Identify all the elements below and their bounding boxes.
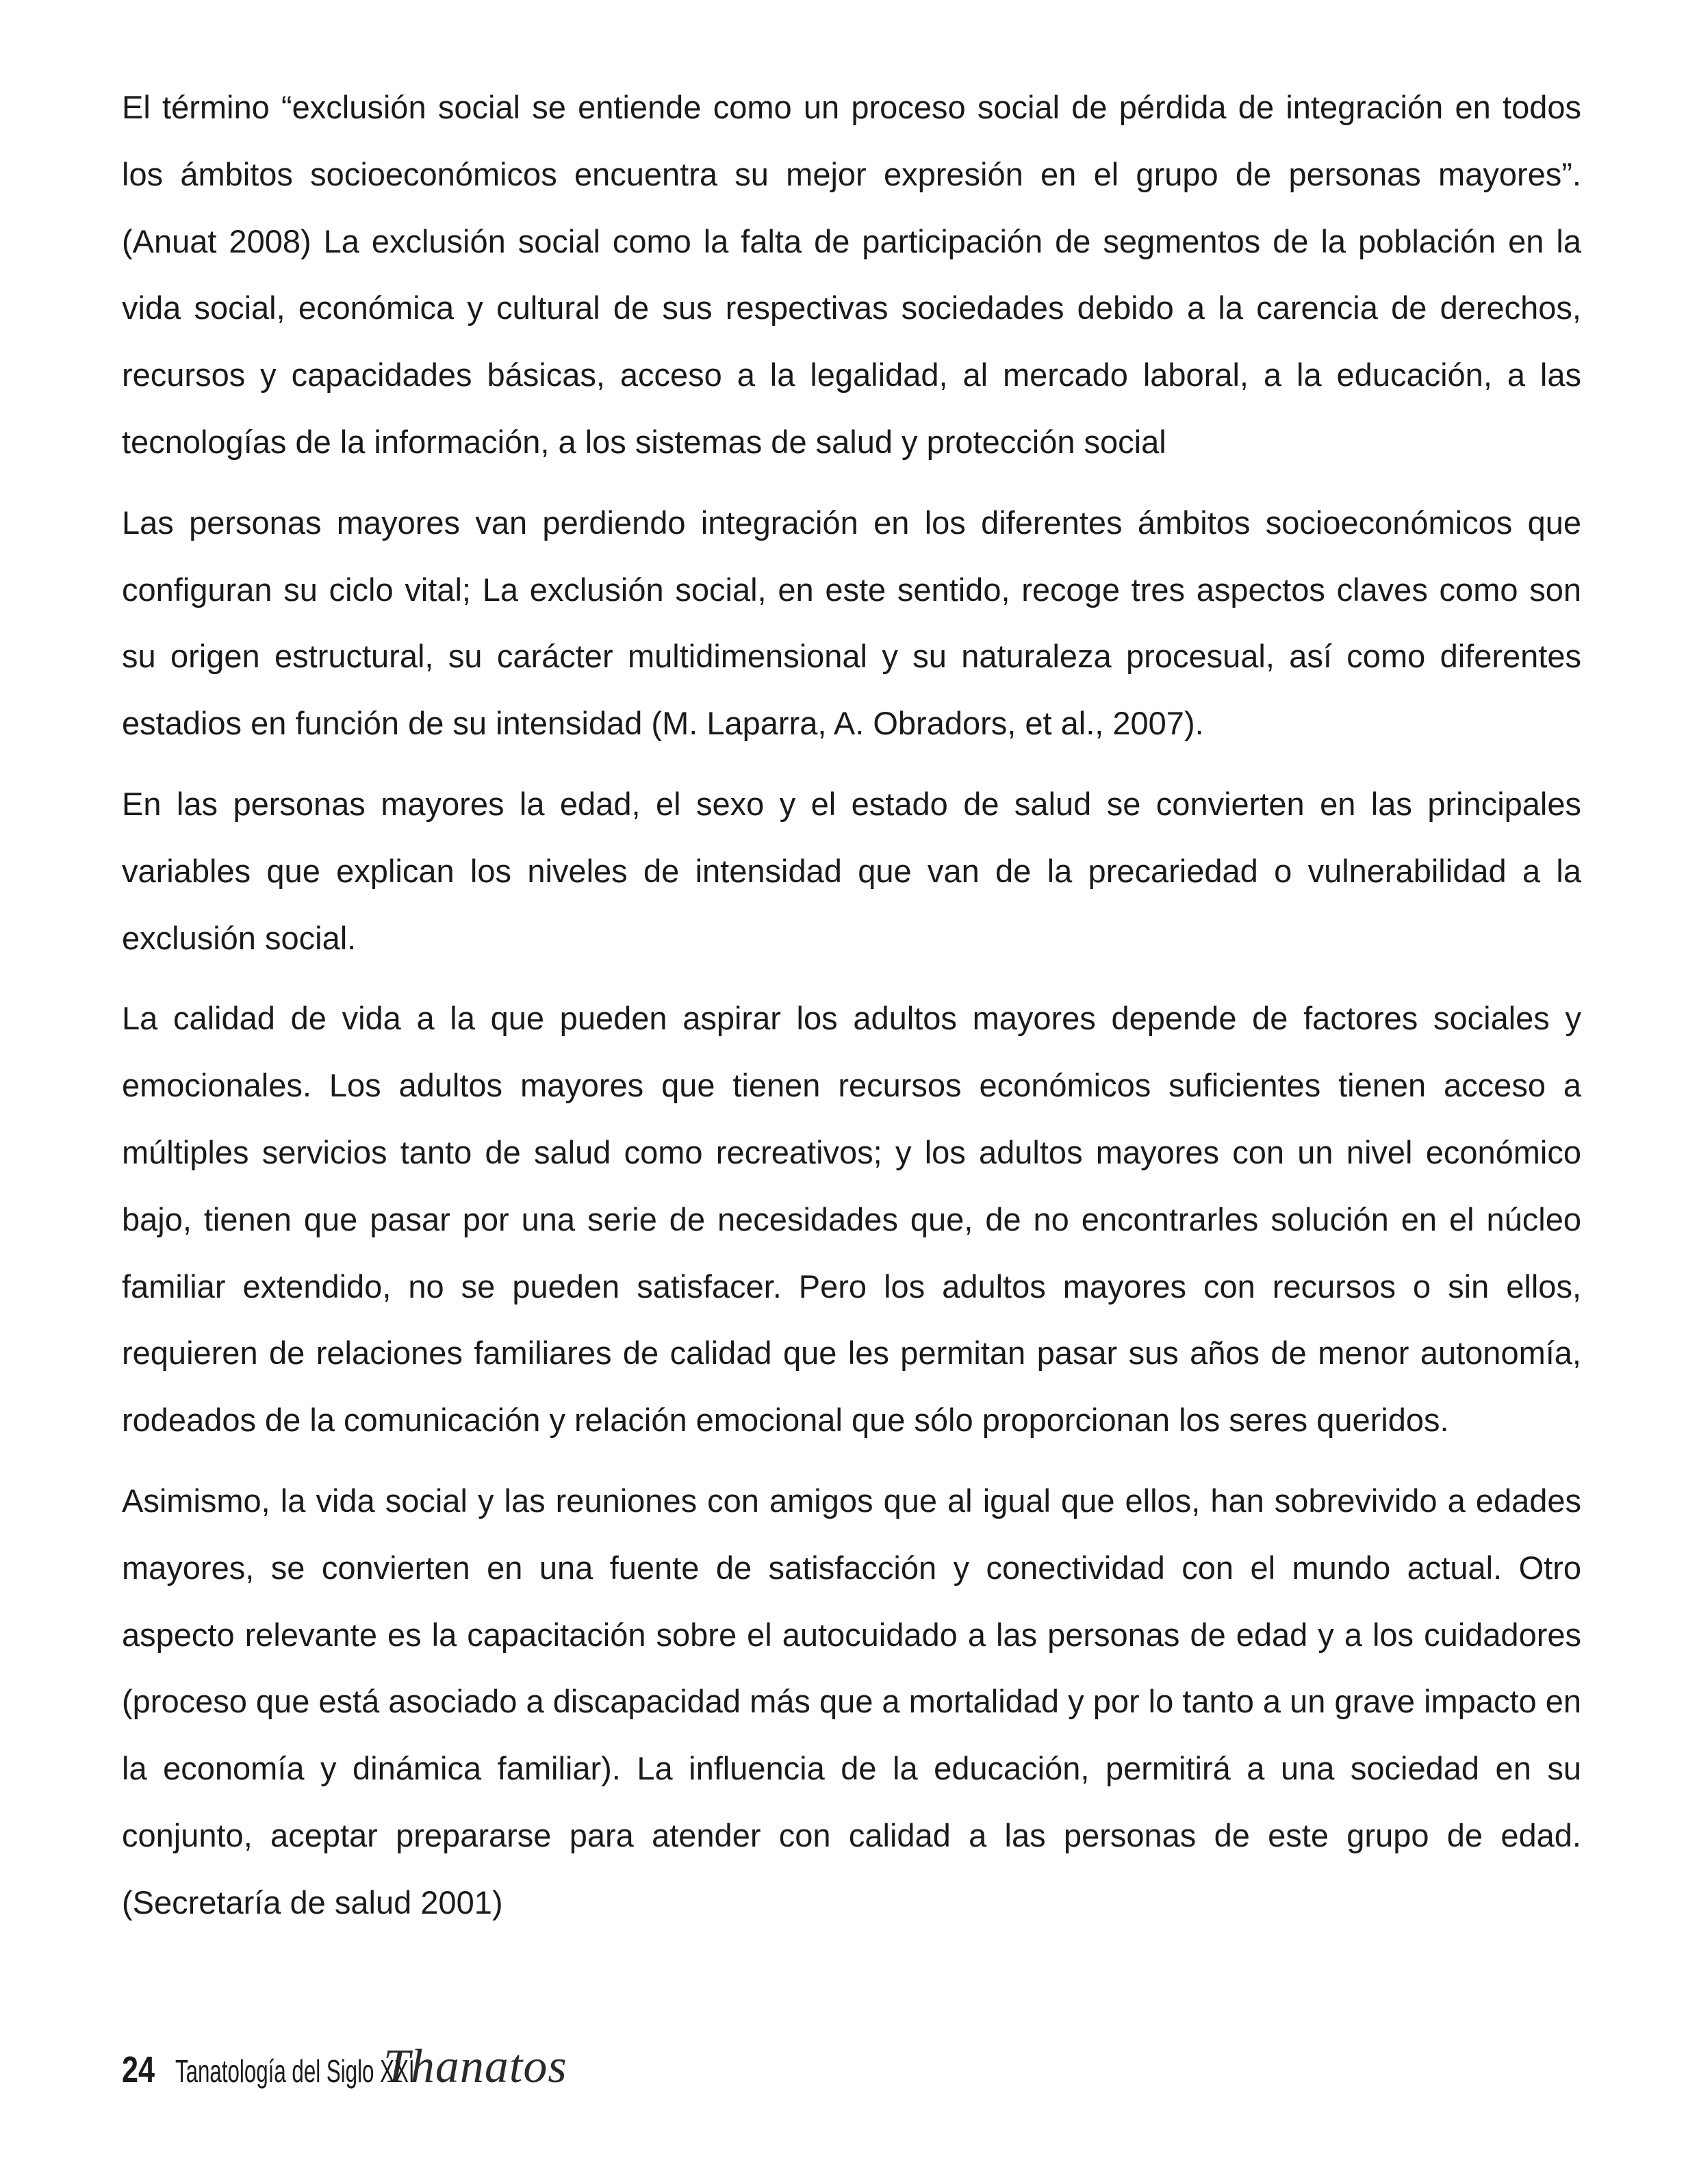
page-number: 24 bbox=[122, 2049, 155, 2090]
publication-title: Tanatología del Siglo XXI bbox=[175, 2053, 415, 2089]
thanatos-logo: Thanatos bbox=[383, 2040, 567, 2093]
paragraph-quality-of-life: La calidad de vida a la que pueden aspirar los adultos mayores depende de factores sociales y emocionales. Los adultos mayores que tienen recursos económicos suficientes tienen acceso a múltiples servicios tanto de salud como recreativos; y los adultos mayores con un nivel económico bajo, tienen que pasar por una serie de necesidades que, de no encontrarles solución en el núcleo familiar extendido, no se pueden satisfacer. Pero los adultos mayores con recursos o sin ellos, requieren de relaciones familiares de calidad que les permitan pasar sus años de menor autonomía, rodeados de la comunicación y relación emocional que sólo proporcionan los seres queridos. bbox=[122, 1000, 1581, 1439]
paragraph-integration-loss: Las personas mayores van perdiendo integración en los diferentes ámbitos socioeconómicos que configuran su ciclo vital; La exclusión social, en este sentido, recoge tres aspectos claves como son su origen estructural, su carácter multidimensional y su naturaleza procesual, así como diferentes estadios en función de su intensidad (M. Laparra, A. Obradors, et al., 2007). bbox=[122, 504, 1581, 742]
paragraph-exclusion-definition: El término “exclusión social se entiende como un proceso social de pérdida de integración en todos los ámbitos socioeconómicos encuentra su mejor expresión en el grupo de personas mayores”. (Anuat 2008) La exclusión social como la falta de participación de segmentos de la población en la vida social, económica y cultural de sus respectivas sociedades debido a la carencia de derechos, recursos y capacidades básicas, acceso a la legalidad, al mercado laboral, a la educación, a las tecnologías de la información, a los sistemas de salud y protección social bbox=[122, 89, 1581, 460]
paragraph-variables: En las personas mayores la edad, el sexo y el estado de salud se convierten en las principales variables que explican los niveles de intensidad que van de la precariedad o vulnerabilidad a la exclusión social. bbox=[122, 785, 1581, 956]
page-footer bbox=[122, 2040, 567, 2115]
document-body bbox=[122, 74, 1581, 1936]
paragraph-social-life: Asimismo, la vida social y las reuniones con amigos que al igual que ellos, han sobrevivido a edades mayores, se convierten en una fuente de satisfacción y conectividad con el mundo actual. Otro aspecto relevante es la capacitación sobre el autocuidado a las personas de edad y a los cuidadores (proceso que está asociado a discapacidad más que a mortalidad y por lo tanto a un grave impacto en la economía y dinámica familiar). La influencia de la educación, permitirá a una sociedad en su conjunto, aceptar prepararse para atender con calidad a las personas de este grupo de edad. (Secretaría de salud 2001) bbox=[122, 1482, 1581, 1920]
